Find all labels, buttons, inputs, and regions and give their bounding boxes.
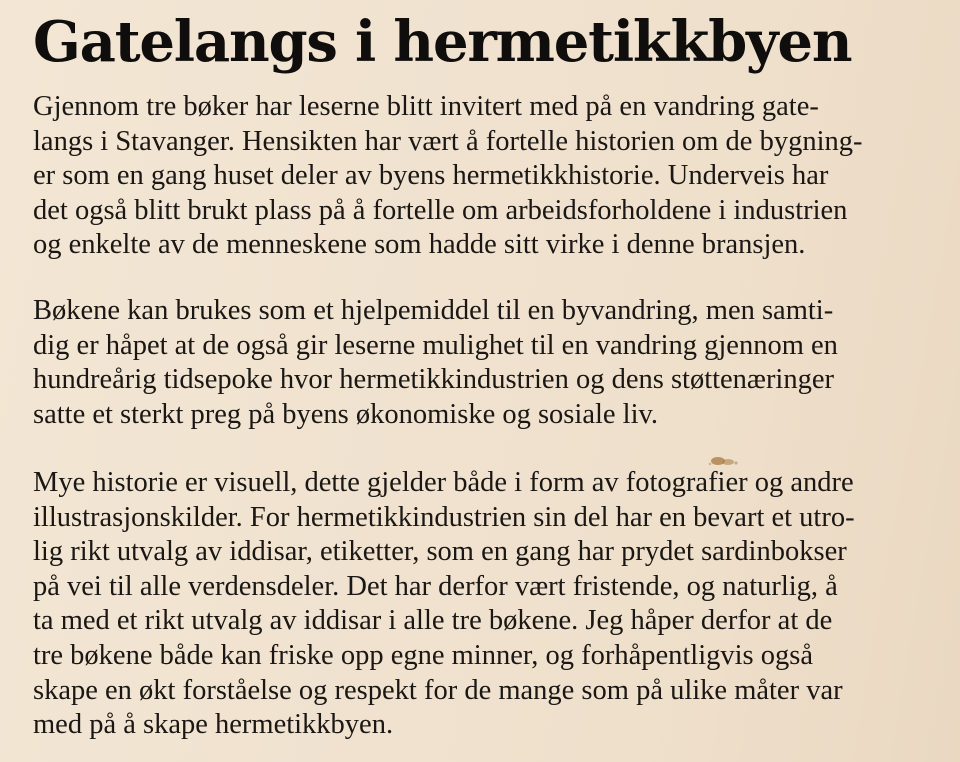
paragraph-line: er som en gang huset deler av byens hermetikkhistorie. Underveis har: [33, 160, 829, 192]
paragraph-line: det også blitt brukt plass på å fortelle om arbeidsforholdene i industrien: [33, 194, 848, 226]
paragraph-1: [33, 90, 862, 263]
paragraph-line: på vei til alle verdensdeler. Det har derfor vært fristende, og naturlig, å: [33, 570, 838, 602]
paragraph-line: skape en økt forståelse og respekt for de mange som på ulike måter var: [33, 674, 843, 706]
paragraph-line: satte et sterkt preg på byens økonomiske og sosiale liv.: [33, 398, 659, 430]
paragraph-line: ta med et rikt utvalg av iddisar i alle tre bøkene. Jeg håper derfor at de: [33, 605, 833, 637]
paragraph-2: [33, 294, 838, 432]
paragraph-line: dig er håpet at de også gir leserne mulighet til en vandring gjennom en: [33, 329, 838, 361]
paragraph-line: Bøkene kan brukes som et hjelpemiddel til en byvandring, men samti-: [33, 295, 834, 326]
paragraph-line: hundreårig tidsepoke hvor hermetikkindustrien og dens støttenæringer: [33, 364, 834, 396]
paragraph-line: lig rikt utvalg av iddisar, etiketter, som en gang har prydet sardinbokser: [33, 536, 847, 568]
paragraph-line: og enkelte av de menneskene som hadde sitt virke i denne bransjen.: [33, 229, 806, 261]
paragraph-line: Gjennom tre bøker har leserne blitt invitert med på en vandring gate-: [33, 91, 819, 122]
paragraph-line: illustrasjonskilder. For hermetikkindustrien sin del har en bevart et utro-: [33, 501, 855, 533]
paragraph-line: tre bøkene både kan friske opp egne minner, og forhåpentligvis også: [33, 639, 813, 671]
paragraph-line: med på å skape hermetikkbyen.: [33, 709, 394, 741]
paragraph-3: [33, 466, 855, 743]
paper-stain: [704, 452, 744, 470]
paragraph-line: langs i Stavanger. Hensikten har vært å fortelle historien om de bygning-: [33, 125, 863, 157]
paragraph-line: Mye historie er visuell, dette gjelder både i form av fotografier og andre: [33, 467, 854, 498]
page-title: Gatelangs i hermetikkbyen: [33, 9, 852, 75]
